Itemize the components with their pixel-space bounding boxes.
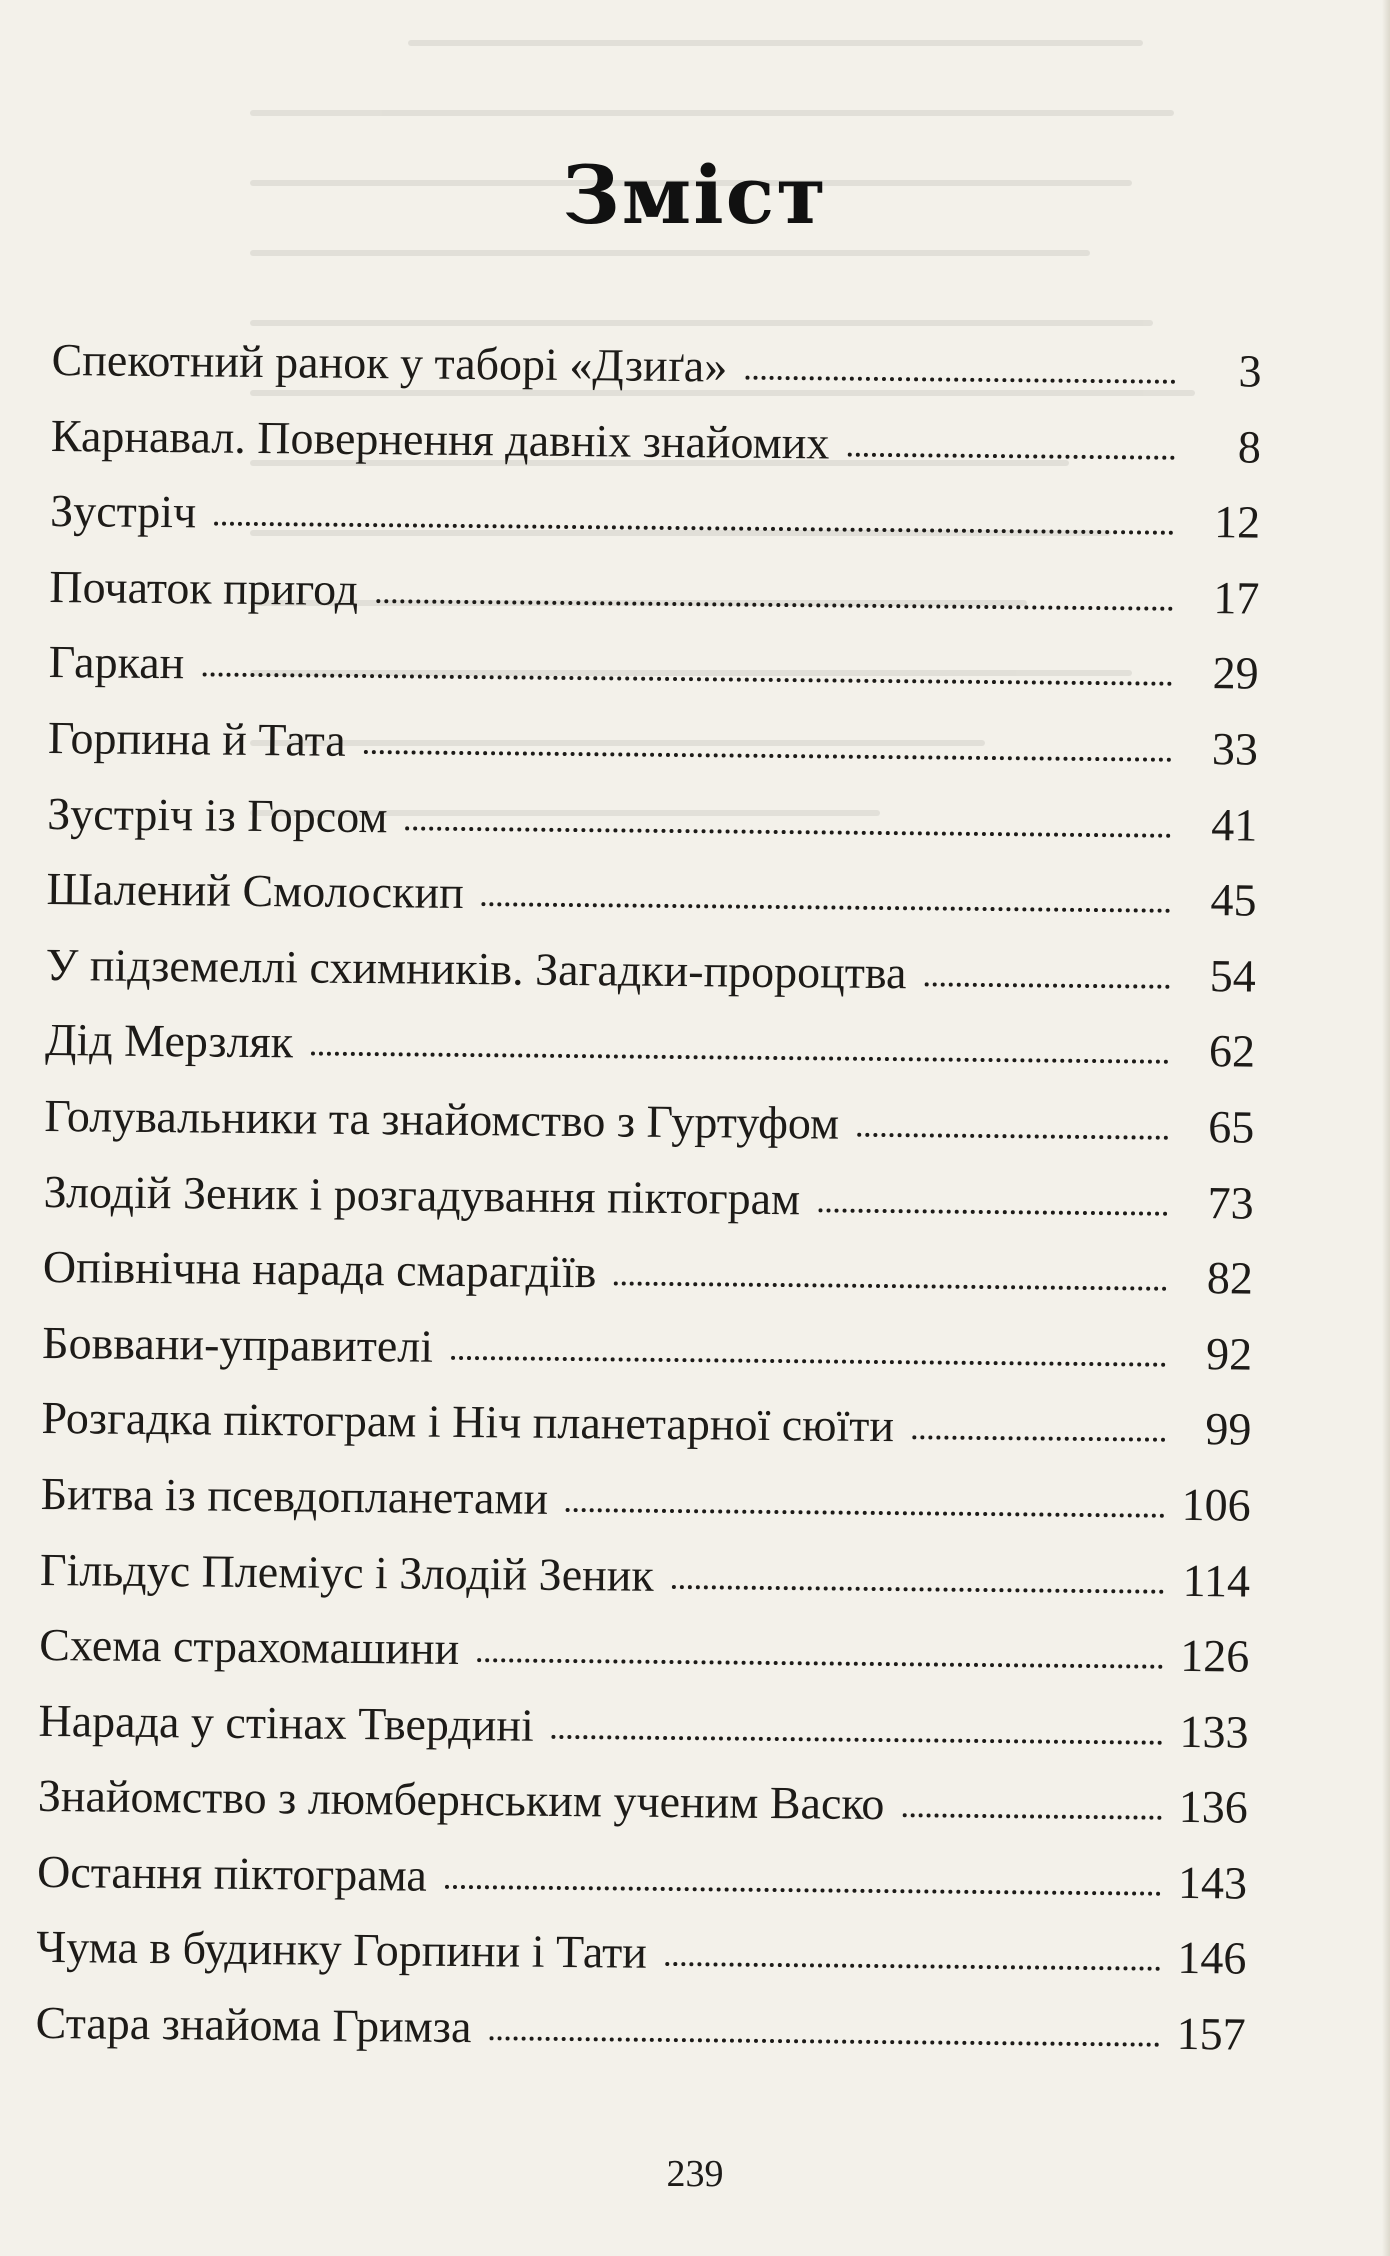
dot-leader — [552, 1735, 1163, 1745]
toc-entry-page-number: 41 — [1210, 798, 1258, 851]
toc-entry-title: Зустріч із Горсом — [47, 787, 388, 842]
toc-entry — [37, 1758, 1248, 1845]
dot-leader — [665, 1962, 1160, 1971]
toc-entry-page-number: 114 — [1182, 1554, 1251, 1607]
toc-entry — [44, 1078, 1255, 1165]
toc-entry-page-number: 17 — [1213, 571, 1260, 624]
toc-entry-title: Опівнічна нарада смарагдіїв — [42, 1241, 597, 1298]
dot-leader — [376, 599, 1173, 611]
toc-entry-page-number: 8 — [1237, 420, 1262, 473]
toc-entry — [39, 1607, 1250, 1694]
toc-entry-page-number: 73 — [1207, 1176, 1254, 1229]
toc-entry-title: Розгадка піктограм і Ніч планетарної сюїти — [41, 1392, 895, 1452]
dot-leader — [311, 1052, 1169, 1064]
toc-entry — [51, 398, 1262, 485]
toc-entry-title: Нарада у стінах Твердині — [38, 1694, 535, 1751]
dot-leader — [202, 673, 1172, 686]
toc-entry-title: Горпина й Тата — [47, 711, 346, 766]
toc-entry — [45, 1002, 1256, 1089]
toc-entry — [50, 473, 1261, 560]
toc-entry-title: Боввани-управителі — [41, 1316, 434, 1372]
toc-entry-title: Остання піктограма — [36, 1845, 428, 1901]
dot-leader — [912, 1436, 1165, 1442]
toc-entry-page-number: 45 — [1210, 874, 1257, 926]
toc-entry-title: Знайомство з люмбернським ученим Васко — [37, 1770, 885, 1830]
toc-entry — [40, 1531, 1251, 1618]
toc-entry — [41, 1380, 1252, 1467]
dot-leader — [672, 1585, 1164, 1594]
toc-entry — [51, 322, 1262, 409]
dot-leader — [902, 1814, 1161, 1820]
toc-entry-page-number: 62 — [1208, 1025, 1256, 1077]
toc-entry — [37, 1834, 1248, 1921]
toc-entry-page-number: 143 — [1177, 1856, 1248, 1909]
dot-leader — [405, 826, 1171, 837]
toc-entry-title: Початок пригод — [49, 560, 359, 615]
toc-entry-page-number: 65 — [1208, 1101, 1255, 1153]
toc-entry-page-number: 33 — [1211, 723, 1259, 775]
toc-entry-page-number: 99 — [1205, 1403, 1252, 1455]
dot-leader — [482, 902, 1171, 913]
dot-leader — [489, 2036, 1159, 2046]
dot-leader — [477, 1658, 1163, 1669]
dot-leader — [614, 1282, 1167, 1291]
toc-entry-page-number: 54 — [1209, 949, 1257, 1002]
toc-entry-title: Гаркан — [48, 636, 185, 689]
toc-entry-page-number: 106 — [1181, 1478, 1251, 1531]
toc-entry — [48, 700, 1259, 787]
toc-entry — [40, 1456, 1251, 1543]
scan-edge-shadow — [1382, 0, 1390, 2256]
toc-entry-page-number: 92 — [1205, 1327, 1253, 1380]
dot-leader — [214, 522, 1174, 535]
toc-entry-page-number: 126 — [1180, 1629, 1250, 1682]
toc-entry — [36, 1909, 1247, 1996]
toc-entry — [49, 549, 1260, 636]
toc-entry — [35, 1985, 1246, 2072]
toc-entry-title: Злодій Зеник і розгадування піктограм — [43, 1165, 801, 1224]
toc-entry-page-number: 157 — [1176, 2007, 1246, 2060]
dot-leader — [818, 1208, 1168, 1215]
dot-leader — [857, 1133, 1168, 1140]
toc-entry-title: У підземеллі схимників. Загадки-пророцтва — [45, 938, 907, 998]
toc-entry-title: Спекотний ранок у таборі «Дзиґа» — [51, 333, 728, 392]
toc-entry-title: Дід Мерзляк — [44, 1014, 294, 1068]
toc-entry-title: Зустріч — [49, 485, 197, 538]
toc-entry-title: Стара знайома Гримза — [35, 1996, 472, 2053]
dot-leader — [445, 1885, 1161, 1896]
toc-entry — [45, 927, 1256, 1014]
toc-entry-page-number: 146 — [1177, 1932, 1247, 1985]
dot-leader — [566, 1508, 1165, 1518]
dot-leader — [924, 982, 1169, 988]
toc-entry-title: Битва із псевдопланетами — [40, 1467, 549, 1524]
toc-entry-title: Шалений Смолоскип — [46, 863, 465, 919]
toc-entry — [48, 624, 1259, 711]
toc-entry — [43, 1229, 1254, 1316]
toc-entry-title: Голувальники та знайомство з Гуртуфом — [44, 1089, 840, 1149]
toc-entry — [46, 851, 1257, 938]
toc-entry-page-number: 133 — [1179, 1705, 1249, 1758]
toc-entry — [47, 776, 1258, 863]
dot-leader — [847, 452, 1174, 459]
toc-entry — [42, 1305, 1253, 1392]
dot-leader — [451, 1356, 1166, 1367]
toc-entry-page-number: 12 — [1213, 496, 1261, 548]
dot-leader — [745, 376, 1175, 384]
table-of-contents — [35, 322, 1262, 2072]
toc-entry-page-number: 136 — [1178, 1781, 1249, 1833]
toc-entry — [43, 1153, 1254, 1240]
toc-entry-page-number: 82 — [1206, 1252, 1254, 1304]
dot-leader — [364, 750, 1172, 762]
page-title: Зміст — [562, 148, 828, 242]
toc-entry-page-number: 29 — [1212, 647, 1259, 699]
toc-entry-title: Чума в будинку Горпини і Тати — [36, 1921, 648, 1979]
page-number: 239 — [666, 2153, 724, 2195]
toc-entry-title: Карнавал. Повернення давніх знайомих — [50, 409, 830, 469]
toc-entry-title: Гільдус Племіус і Злодій Зеник — [39, 1543, 654, 1601]
toc-entry-page-number: 3 — [1238, 345, 1262, 397]
toc-entry — [38, 1683, 1249, 1770]
toc-entry-title: Схема страхомашини — [39, 1619, 460, 1675]
